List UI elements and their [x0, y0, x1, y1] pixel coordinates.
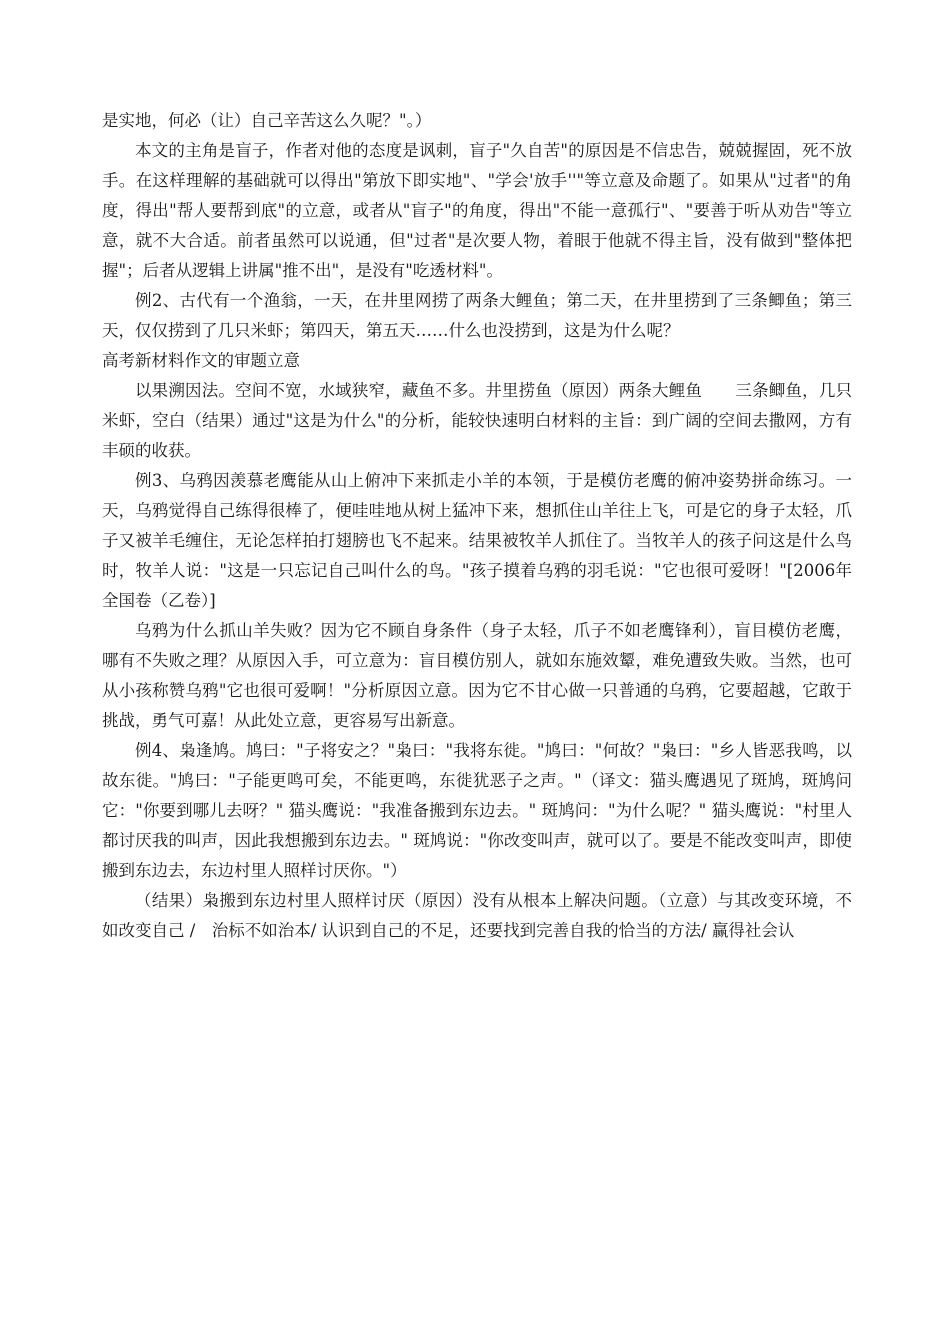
- paragraph-example-4: 例4、枭逢鸠。鸠曰："子将安之？"枭曰："我将东徙。"鸠曰："何故？"枭曰："乡人皆恶我鸣，以故东徙。"鸠曰："子能更鸣可矣，不能更鸣，东徙犹恶子之声。"（译文：猫头鹰遇见了斑鸠，斑鸠问它："你要到哪儿去呀？" 猫头鹰说："我准备搬到东边去。" 斑鸠问："为什么呢？" 猫头鹰说："村里人都讨厌我的叫声，因此我想搬到东边去。" 斑鸠说："你改变叫声，就可以了。要是不能改变叫声，即使搬到东边去，东边村里人照样讨厌你。"）: [102, 741, 852, 880]
- paragraph-example-2: 例2、古代有一个渔翁，一天，在井里网捞了两条大鲤鱼；第二天，在井里捞到了三条鲫鱼；第三天，仅仅捞到了几只米虾；第四天，第五天……什么也没捞到，这是为什么呢？: [102, 291, 852, 340]
- section-heading: 高考新材料作文的审题立意: [102, 351, 300, 370]
- paragraph-analysis-crow: 乌鸦为什么抓山羊失败？因为它不顾自身条件（身子太轻，爪子不如老鹰锋利），盲目模仿老鹰，哪有不失败之理？从原因入手，可立意为：盲目模仿别人，就如东施效颦，难免遭致失败。当然，也可从小孩称赞乌鸦"它也很可爱啊！"分析原因立意。因为它不甘心做一只普通的乌鸦，它要超越，它敢于挑战，勇气可嘉！从此处立意，更容易写出新意。: [102, 621, 852, 730]
- paragraph-analysis-owl: （结果）枭搬到东边村里人照样讨厌（原因）没有从根本上解决问题。（立意）与其改变环境，不如改变自己 / 治标不如治本/ 认识到自己的不足，还要找到完善自我的恰当的方法/ 赢得社会认: [102, 891, 852, 940]
- paragraph-analysis-blind-man: 本文的主角是盲子，作者对他的态度是讽刺，盲子"久自苦"的原因是不信忠告，兢兢握固，死不放手。在这样理解的基础就可以得出"第放下即实地"、"学会'放手''"等立意及命题了。如果从"过者"的角度，得出"帮人要帮到底"的立意，或者从"盲子"的角度，得出"不能一意孤行"、"要善于听从劝告"等立意，就不大合适。前者虽然可以说通，但"过者"是次要人物，着眼于他就不得主旨，没有做到"整体把握"；后者从逻辑上讲属"推不出"，是没有"吃透材料"。: [102, 141, 852, 280]
- paragraph-example-3: 例3、乌鸦因羡慕老鹰能从山上俯冲下来抓走小羊的本领，于是模仿老鹰的俯冲姿势拼命练习。一天，乌鸦觉得自己练得很棒了，便哇哇地从树上猛冲下来，想抓住山羊往上飞，可是它的身子太轻，爪子又被羊毛缠住，无论怎样拍打翅膀也飞不起来。结果被牧羊人抓住了。当牧羊人的孩子问这是什么鸟时，牧羊人说："这是一只忘记自己叫什么的鸟。"孩子摸着乌鸦的羽毛说："它也很可爱呀！"[2006年全国卷（乙卷）]: [102, 471, 852, 610]
- paragraph-continuation: 是实地，何必（让）自己辛苦这么久呢？"。）: [102, 111, 432, 130]
- paragraph-method-effect-to-cause: 以果溯因法。空间不宽，水域狭窄，藏鱼不多。井里捞鱼（原因）两条大鲤鱼 三条鲫鱼，几只米虾，空白（结果）通过"这是为什么"的分析，能较快速明白材料的主旨：到广阔的空间去撒网，方有丰硕的收获。: [102, 381, 852, 460]
- document-body: [102, 106, 852, 946]
